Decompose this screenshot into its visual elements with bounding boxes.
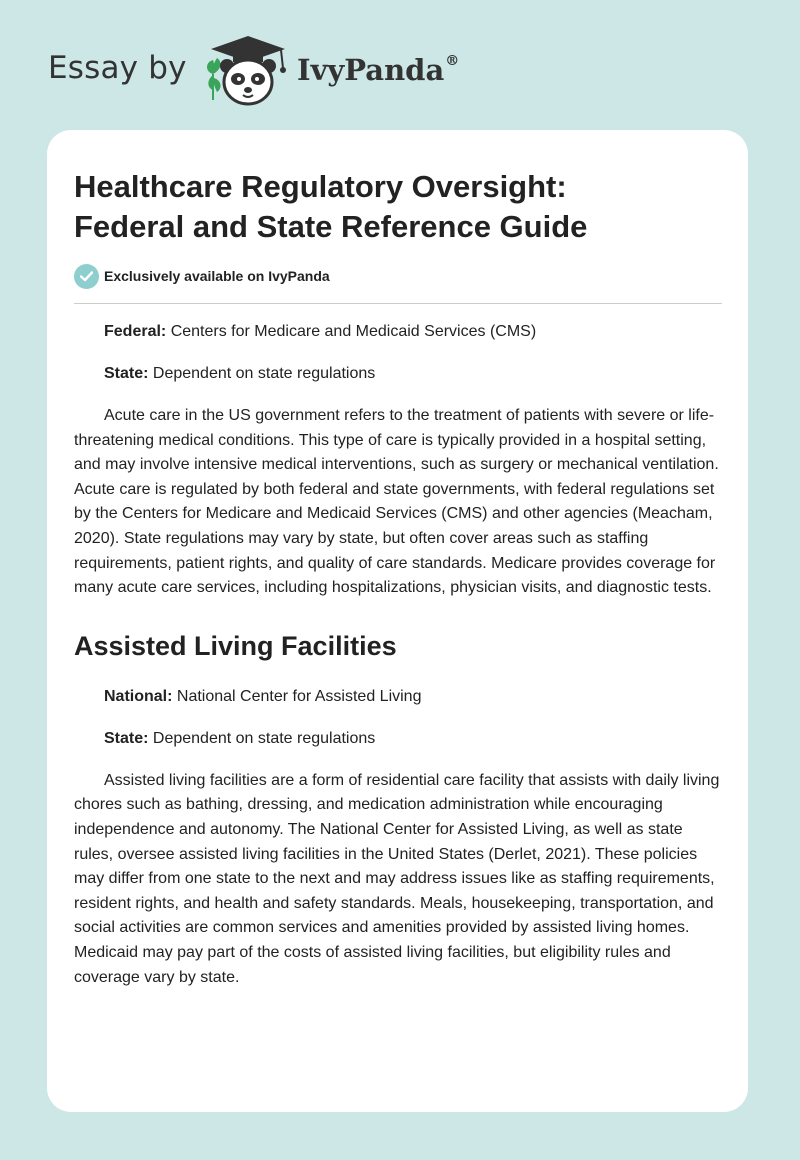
essay-card [47,130,748,1112]
section-heading-assisted-living: Assisted Living Facilities [74,630,397,661]
brand-text: IvyPanda [297,53,445,87]
registered-mark: ® [445,53,460,70]
state-line-2 [104,727,722,751]
essay-by-label: Essay by [48,50,187,86]
state-value: Dependent on state regulations [148,365,376,382]
exclusive-label: Exclusively available on IvyPanda [104,268,330,284]
panda-graduate-icon [203,34,293,108]
divider [74,303,722,304]
exclusive-badge [74,263,330,289]
title-line-2: Federal and State Reference Guide [74,209,588,244]
state-value-2: Dependent on state regulations [148,729,376,747]
national-label: National: [104,687,173,705]
acute-care-paragraph: Acute care in the US government refers to the treatment of patients with severe or life-threatening medical conditions. This type of care is typically provided in a hospital setting, and may involve intensive medical interventions, such as surgery or mechanical ventilation. Acute care is regulated by both federal and state governments, with federal regulations set by the Centers for Medicare and Medicaid Services (CMS) and other agencies (Meacham, 2020). State regulations may vary by state, but often cover areas such as staffing requirements, patient rights, and quality of care standards. Medicare provides coverage for many acute care services, including hospitalizations, physician visits, and diagnostic tests. [74,407,719,597]
page-title [74,167,714,247]
assisted-living-paragraph: Assisted living facilities are a form of residential care facility that assists with daily living chores such as bathing, dressing, and medication administration while encouraging independence and autonomy. The National Center for Assisted Living, as well as state rules, oversee assisted living facilities in the United States (Derlet, 2021). These policies may differ from one state to the next and may address issues like as staffing requirements, resident rights, and health and safety standards. Meals, housekeeping, transportation, and social activities are common services and amenities provided by assisted living homes. Medicaid may pay part of the costs of assisted living facilities, but eligibility rules and coverage vary by state. [74,771,720,986]
state-label: State: [104,365,149,382]
site-header [0,0,800,130]
national-value: National Center for Assisted Living [172,687,422,705]
federal-line [104,320,722,344]
state-line [104,362,722,386]
federal-label: Federal: [104,323,167,340]
title-line-1: Healthcare Regulatory Oversight: [74,169,567,204]
check-icon [74,264,99,289]
state-label-2: State: [104,729,149,747]
essay-content [74,320,722,990]
federal-value: Centers for Medicare and Medicaid Services (CMS) [166,323,537,340]
brand-name[interactable] [297,53,459,87]
national-line [104,685,722,709]
